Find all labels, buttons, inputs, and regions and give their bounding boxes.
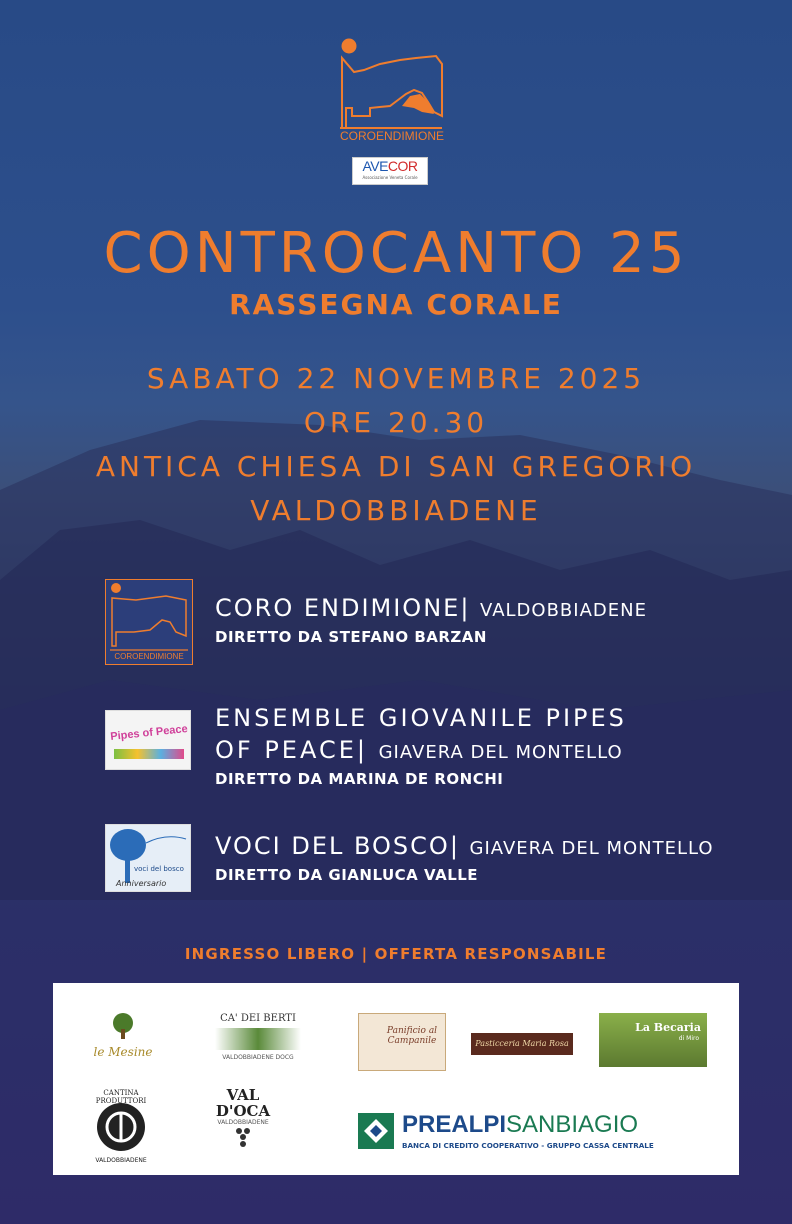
- becaria-text: La Becaria: [635, 1021, 701, 1034]
- group-place: GIAVERA DEL MONTELLO: [378, 742, 623, 763]
- event-subtitle: RASSEGNA CORALE: [229, 288, 563, 321]
- panificio-logo: [358, 1013, 446, 1071]
- cantina-bottom-text: VALDOBBIADENE: [95, 1157, 147, 1164]
- logo-text: COROENDIMIONE: [339, 129, 445, 143]
- thumb-text-2: Anniversario: [116, 879, 167, 888]
- event-title: CONTROCANTO 25: [103, 221, 689, 286]
- ca-dei-berti-text: CA' DEI BERTI: [220, 1013, 296, 1024]
- event-city: VALDOBBIADENE: [250, 494, 542, 527]
- group-director: DIRETTO DA STEFANO BARZAN: [215, 628, 487, 646]
- group-place: VALDOBBIADENE: [480, 600, 647, 621]
- sponsors-panel: [53, 983, 739, 1175]
- group-name-line1: ENSEMBLE GIOVANILE PIPES: [215, 704, 627, 732]
- cantina-top-text: CANTINA PRODUTTORI: [95, 1089, 147, 1105]
- le-mesine-logo: [83, 1011, 163, 1059]
- thumb-text: COROENDIMIONE: [114, 652, 184, 661]
- entry-note: INGRESSO LIBERO | OFFERTA RESPONSABILE: [184, 945, 608, 963]
- avecor-part1: AVE: [362, 158, 388, 174]
- avecor-logo: [352, 157, 428, 185]
- prealpi-sub: BANCA DI CREDITO COOPERATIVO - GRUPPO CASSA CENTRALE: [402, 1141, 654, 1150]
- valdoca-1: VAL: [226, 1086, 260, 1104]
- event-time: ORE 20.30: [303, 406, 489, 439]
- valdoca-sub: VALDOBBIADENE: [217, 1119, 269, 1126]
- becaria-sub: di Miro: [678, 1035, 699, 1042]
- ca-dei-berti-logo: [203, 1013, 313, 1061]
- group-place: GIAVERA DEL MONTELLO: [469, 838, 714, 859]
- avecor-part2: COR: [387, 158, 418, 174]
- pasticceria-text: Pasticceria Maria Rosa: [475, 1039, 569, 1048]
- thumb-text: voci del bosco: [134, 865, 184, 873]
- group-director: DIRETTO DA MARINA DE RONCHI: [215, 770, 504, 788]
- group-name: CORO ENDIMIONE|: [215, 594, 471, 622]
- la-becaria-logo: [599, 1013, 707, 1067]
- prealpi-sanbiagio-logo: [358, 1111, 708, 1155]
- cantina-produttori-logo: [81, 1087, 161, 1167]
- group-voci-del-bosco: [215, 832, 714, 884]
- grape-icon: [233, 1126, 253, 1148]
- event-date: SABATO 22 NOVEMBRE 2025: [146, 362, 646, 395]
- group-name-line2: OF PEACE|: [215, 736, 368, 764]
- pipes-of-peace-thumbnail: [105, 710, 191, 770]
- coro-endimione-logo: [330, 36, 450, 146]
- pasticceria-logo: [471, 1033, 573, 1055]
- bank-mark-icon: [358, 1113, 394, 1149]
- avecor-tagline: Associazione Veneta Corale: [362, 175, 418, 180]
- coro-endimione-thumbnail: [105, 579, 193, 665]
- group-name: VOCI DEL BOSCO|: [215, 832, 460, 860]
- thumb-text: Pipes of Peace: [109, 722, 189, 744]
- group-coro-endimione: [215, 594, 647, 646]
- ca-dei-berti-sub: VALDOBBIADENE DOCG: [222, 1054, 294, 1061]
- panificio-text: Panificio al Campanile: [386, 1026, 438, 1046]
- group-pipes-of-peace: [215, 704, 627, 788]
- group-director: DIRETTO DA GIANLUCA VALLE: [215, 866, 479, 884]
- prealpi-text: PREALPI: [402, 1111, 507, 1138]
- sanbiagio-text: SANBIAGIO: [506, 1111, 639, 1138]
- event-venue: ANTICA CHIESA DI SAN GREGORIO: [95, 450, 697, 483]
- le-mesine-text: le Mesine: [93, 1045, 153, 1059]
- voci-del-bosco-thumbnail: [105, 824, 191, 892]
- valdoca-2: D'OCA: [215, 1102, 271, 1120]
- val-doca-logo: [203, 1087, 283, 1152]
